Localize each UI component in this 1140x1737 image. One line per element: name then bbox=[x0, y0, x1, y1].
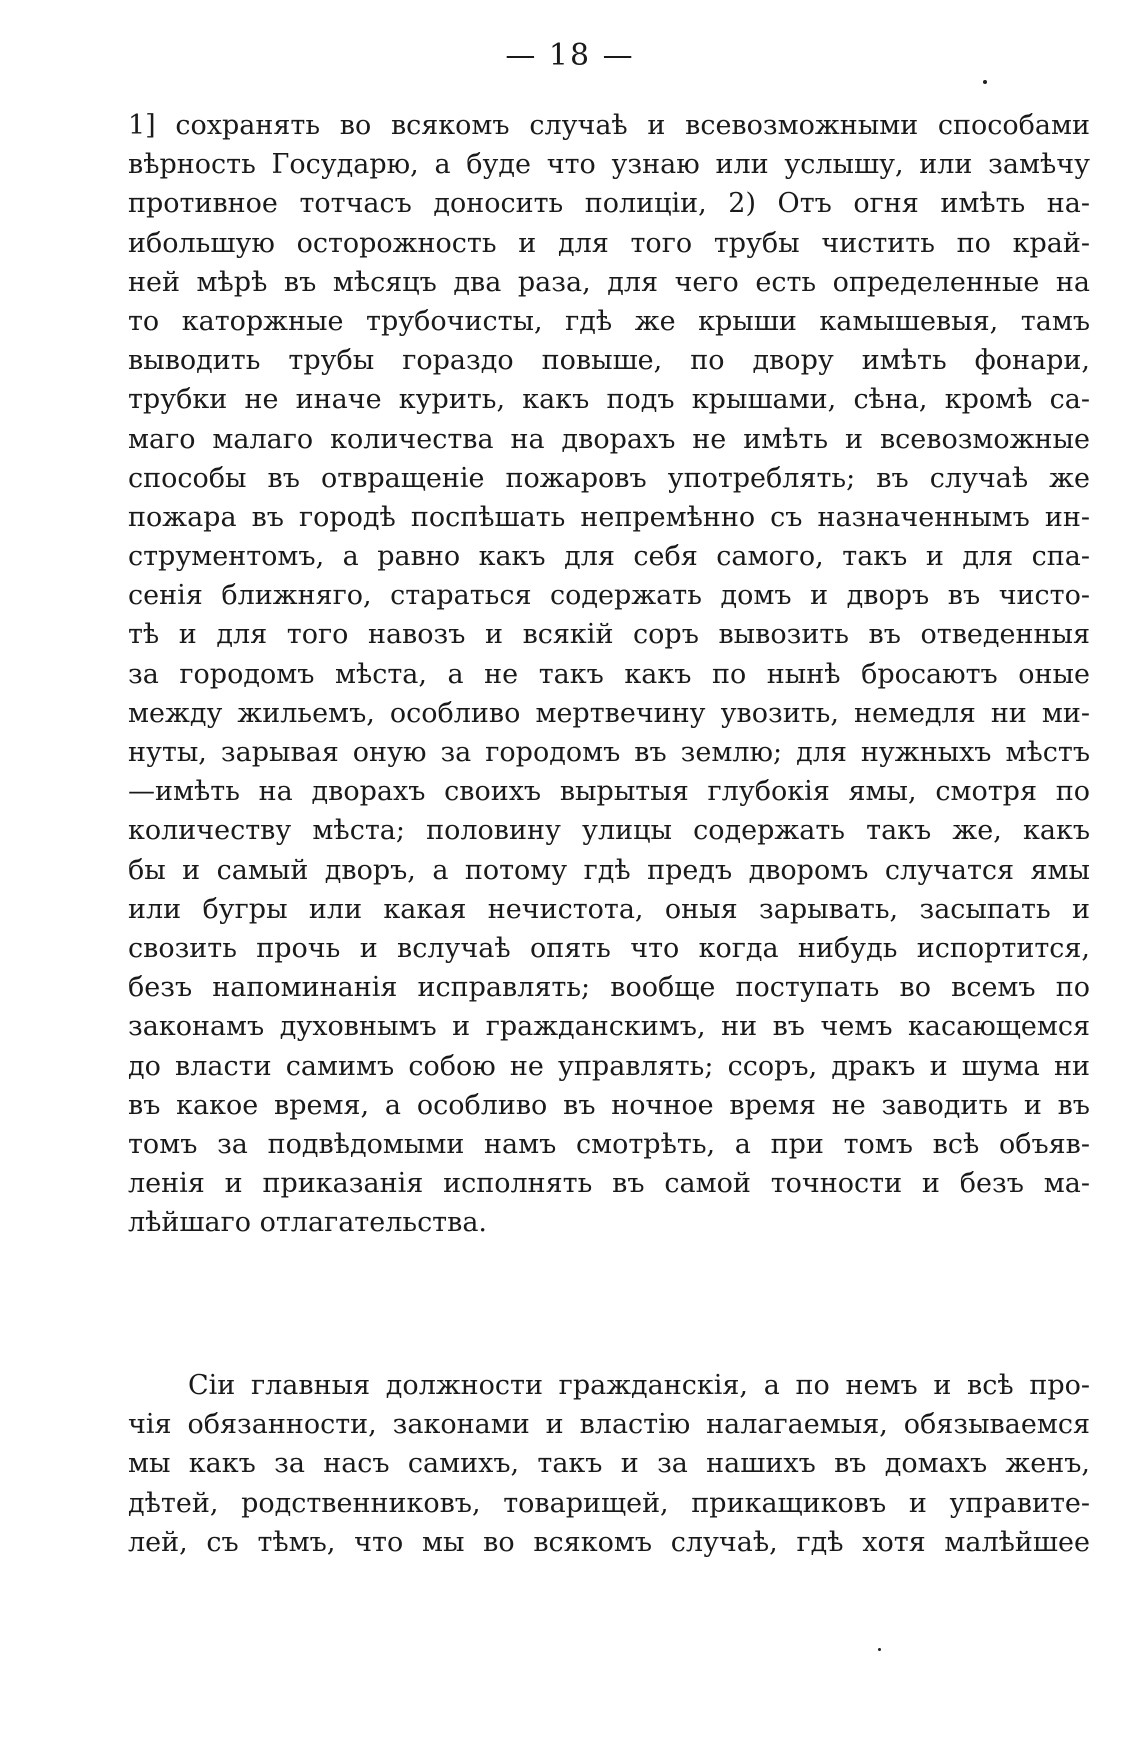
text-line: лѣйшаго отлагательства. bbox=[128, 1207, 488, 1239]
text-line: трубки не иначе курить, какъ подъ крышами, сѣна, кромѣ са- bbox=[128, 384, 1090, 416]
paragraph-1 bbox=[128, 106, 1090, 1242]
text-line: способы въ отвращеніе пожаровъ употреблять; въ случаѣ же bbox=[128, 462, 1090, 494]
text-line: между жильемъ, особливо мертвечину увозить, немедля ни ми- bbox=[128, 697, 1090, 729]
text-line: 1] сохранять во всякомъ случаѣ и всевозможными способами bbox=[128, 110, 1090, 141]
text-line: томъ за подвѣдомыми намъ смотрѣть, а при томъ всѣ объяв- bbox=[128, 1128, 1090, 1160]
text-line: то каторжные трубочисты, гдѣ же крыши камышевыя, тамъ bbox=[128, 305, 1090, 337]
text-line: въ какое время, а особливо въ ночное время не заводить и въ bbox=[128, 1089, 1090, 1121]
text-line: ибольшую осторожность и для того трубы чистить по край- bbox=[128, 227, 1090, 259]
text-line: чія обязанности, законами и властію налагаемыя, обязываемся bbox=[128, 1409, 1090, 1441]
text-line: ней мѣрѣ въ мѣсяцъ два раза, для чего есть определенные на bbox=[128, 266, 1090, 298]
text-line: бы и самый дворъ, а потому гдѣ предъ дворомъ случатся ямы bbox=[128, 854, 1090, 886]
text-line: лей, съ тѣмъ, что мы во всякомъ случаѣ, гдѣ хотя малѣйшее bbox=[128, 1526, 1090, 1558]
text-line: до власти самимъ собою не управлять; ссоръ, дракъ и шума ни bbox=[128, 1050, 1090, 1082]
text-line: тѣ и для того навозъ и всякій соръ вывозить въ отведенныя bbox=[128, 619, 1090, 651]
text-line: сенія ближняго, стараться содержать домъ и дворъ въ чисто- bbox=[128, 580, 1090, 612]
text-line: пожара въ городѣ поспѣшать непремѣнно съ назначеннымъ ин- bbox=[128, 501, 1090, 533]
page-number: — 18 — bbox=[505, 38, 635, 73]
ink-speck bbox=[878, 1648, 881, 1651]
text-line: ленія и приказанія исполнять въ самой точности и безъ ма- bbox=[128, 1168, 1090, 1200]
text-line: Сіи главныя должности гражданскія, а по немъ и всѣ про- bbox=[188, 1370, 1090, 1401]
text-line: мы какъ за насъ самихъ, такъ и за нашихъ въ домахъ женъ, bbox=[128, 1448, 1090, 1480]
text-line: за городомъ мѣста, а не такъ какъ по нынѣ бросаютъ оные bbox=[128, 658, 1090, 690]
text-line: свозить прочь и вслучаѣ опять что когда нибудь испортится, bbox=[128, 932, 1090, 964]
text-line: дѣтей, родственниковъ, товарищей, прикащиковъ и управите- bbox=[128, 1487, 1090, 1519]
text-line: или бугры или какая нечистота, оныя зарывать, засыпать и bbox=[128, 893, 1090, 925]
text-line: противное тотчасъ доносить полиціи, 2) Отъ огня имѣть на- bbox=[128, 188, 1090, 220]
paragraph-2 bbox=[128, 1366, 1090, 1562]
text-line: струментомъ, а равно какъ для себя самого, такъ и для спа- bbox=[128, 541, 1090, 573]
text-line: выводить трубы гораздо повыше, по двору имѣть фонари, bbox=[128, 345, 1090, 377]
text-line: маго малаго количества на дворахъ не имѣть и всевозможные bbox=[128, 423, 1090, 455]
text-line: —имѣть на дворахъ своихъ вырытыя глубокія ямы, смотря по bbox=[128, 776, 1090, 808]
text-line: количеству мѣста; половину улицы содержать такъ же, какъ bbox=[128, 815, 1090, 847]
ink-speck bbox=[983, 80, 987, 84]
text-line: нуты, зарывая оную за городомъ въ землю; для нужныхъ мѣстъ bbox=[128, 737, 1090, 768]
text-line: законамъ духовнымъ и гражданскимъ, ни въ чемъ касающемся bbox=[128, 1011, 1090, 1043]
text-line: безъ напоминанія исправлять; вообще поступать во всемъ по bbox=[128, 972, 1090, 1004]
text-line: вѣрность Государю, а буде что узнаю или услышу, или замѣчу bbox=[128, 149, 1090, 181]
